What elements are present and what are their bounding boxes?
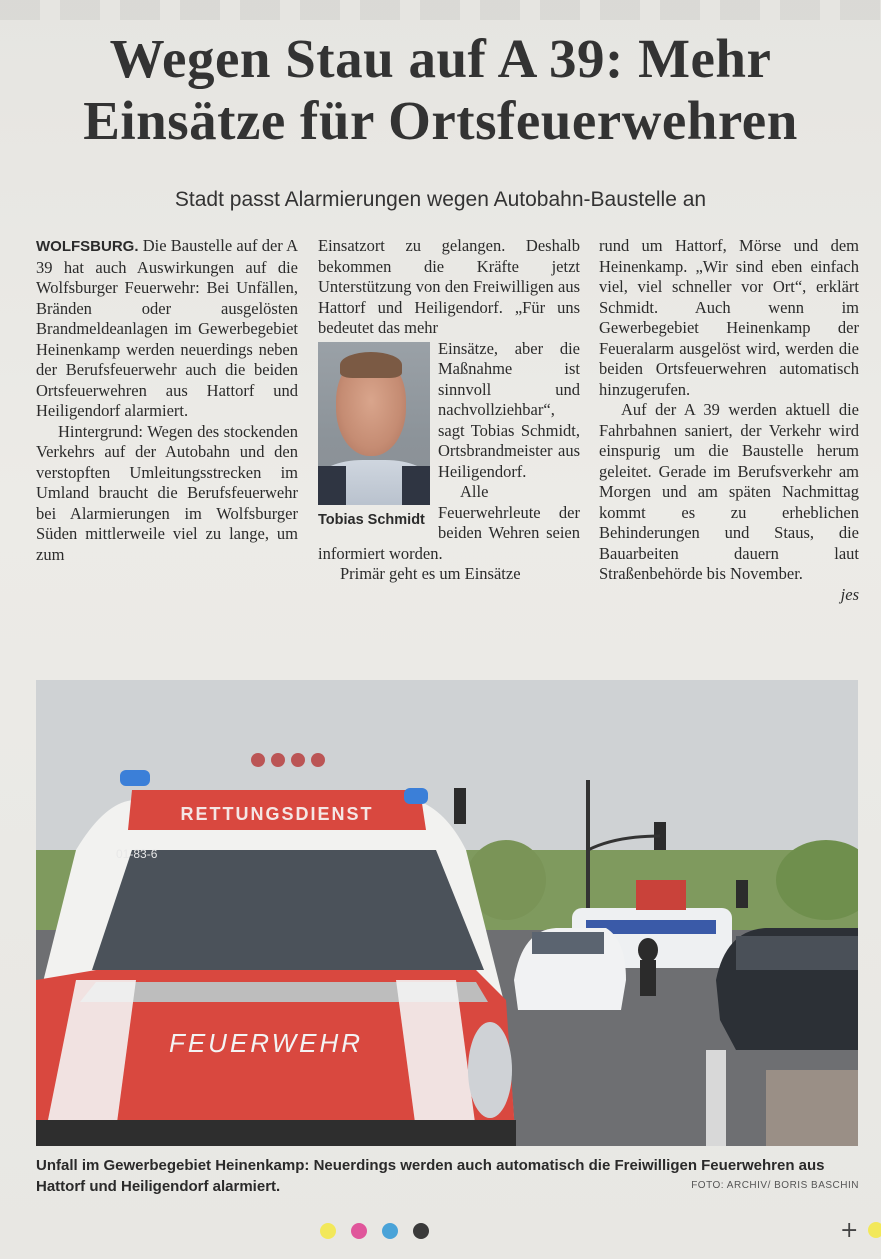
- accident-scene: [36, 680, 858, 1146]
- headline-line-1: Wegen Stau auf A 39: Mehr: [109, 28, 772, 89]
- article-paragraph: Hintergrund: Wegen des stockenden Verkehrs auf der Autobahn und den verstopften Umleitungsstrecken im Umland braucht die Berufsfeuerwehr bei Alarmierungen im Wolfsburger Süden mittlerweile viel zu lange, um zum: [36, 421, 298, 564]
- traffic-light: [736, 880, 748, 908]
- bleed-through-text: [0, 0, 881, 20]
- print-mark-magenta: [351, 1223, 367, 1239]
- paragraph-text: Die Baustelle auf der A 39 hat auch Auswirkungen auf die Wolfsburger Feuerwehr: Bei Unfällen, Bränden oder ausgelösten Brandmeldeanlagen im Gewerbegebiet Heinenkamp werden neuerdings neben der Berufsfeuerwehr auch die beiden Ortsfeuerwehren aus Hattorf und Heiligendorf alarmiert.: [36, 236, 298, 420]
- dark-car-window: [736, 936, 858, 970]
- pedestrian-body: [640, 960, 656, 996]
- accident-photo: [36, 680, 858, 1146]
- article-column-2: [318, 236, 580, 585]
- road-marking: [706, 1050, 726, 1146]
- article-column-3: [599, 236, 859, 605]
- photo-credit: FOTO: ARCHIV/ BORIS BASCHIN: [691, 1180, 859, 1191]
- article-column-1: [36, 236, 298, 565]
- roof-lamp: [251, 753, 265, 767]
- blue-light: [120, 770, 150, 786]
- print-mark-yellow: [868, 1222, 881, 1238]
- pedestrian: [638, 938, 658, 962]
- headline-line-2: Einsätze für Ortsfeuerwehren: [83, 90, 798, 151]
- headline: [0, 28, 881, 152]
- print-color-marks: [320, 1222, 440, 1240]
- print-mark-black: [413, 1223, 429, 1239]
- article-paragraph: Alle Feuerwehrleute der beiden Wehren seien informiert worden.: [318, 482, 580, 563]
- photo-caption: Unfall im Gewerbegebiet Heinenkamp: Neuerdings werden auch automatisch die Freiwilligen Feuerwehren aus Hattorf und Heiligendorf alarmiert.: [36, 1157, 825, 1195]
- portrait-photo: [318, 342, 430, 505]
- fire-truck: [636, 880, 686, 910]
- portrait-jacket: [402, 466, 430, 505]
- print-mark-yellow: [320, 1223, 336, 1239]
- portrait-hair: [340, 352, 402, 378]
- windshield: [92, 850, 484, 970]
- traffic-light: [454, 788, 466, 824]
- subheadline: Stadt passt Alarmierungen wegen Autobahn-Baustelle an: [174, 188, 707, 211]
- article-paragraph: rund um Hattorf, Mörse und dem Heinenkamp. „Wir sind eben einfach viel, viel schneller vor Ort“, erklärt Schmidt. Auch wenn im Gewerbegebiet Heinenkamp der Feueralarm ausgelöst wird, werden die beiden Ortsfeuerwehren automatisch hinzugerufen.: [599, 236, 859, 399]
- roof-lamp: [271, 753, 285, 767]
- article-paragraph: Auf der A 39 werden aktuell die Fahrbahnen saniert, der Verkehr wird einspurig um die Baustelle herum geleitet. Gerade im Berufsverkehr am Morgen und am späten Nachmittag kommt es zu erheblichen Behinderungen und Staus, die Bauarbeiten dauern laut Straßenbehörde bis November.: [599, 400, 859, 583]
- ambulance-roof-text: RETTUNGSDIENST: [180, 804, 374, 824]
- article-paragraph: Einsätze, aber die Maßnahme ist sinnvoll und nachvollziehbar“, sagt Tobias Schmidt, Ortsbrandmeister aus Heiligendorf.: [438, 338, 580, 481]
- portrait-jacket: [318, 466, 346, 505]
- white-car-window: [532, 932, 604, 954]
- article-paragraph: Primär geht es um Einsätze: [340, 564, 521, 583]
- blue-light: [404, 788, 428, 804]
- hood-text: FEUERWEHR: [168, 1028, 364, 1058]
- sidewalk: [766, 1070, 858, 1146]
- dateline: WOLFSBURG.: [36, 238, 139, 255]
- register-mark-icon: +: [840, 1218, 859, 1243]
- article-paragraph: Einsatzort zu gelangen. Deshalb bekommen die Kräfte jetzt Unterstützung von den Freiwilligen aus Hattorf und Heiligendorf. „Für uns bedeutet das mehr: [318, 236, 580, 337]
- portrait-caption: Tobias Schmidt: [318, 511, 425, 528]
- ambulance-bumper: [36, 1120, 516, 1146]
- article-paragraph: [36, 236, 298, 422]
- author-initials: jes: [840, 584, 859, 604]
- print-mark-cyan: [382, 1223, 398, 1239]
- headlight: [468, 1022, 512, 1118]
- roof-lamp: [291, 753, 305, 767]
- vehicle-plate-label: 01-83-6: [116, 847, 158, 861]
- roof-lamp: [311, 753, 325, 767]
